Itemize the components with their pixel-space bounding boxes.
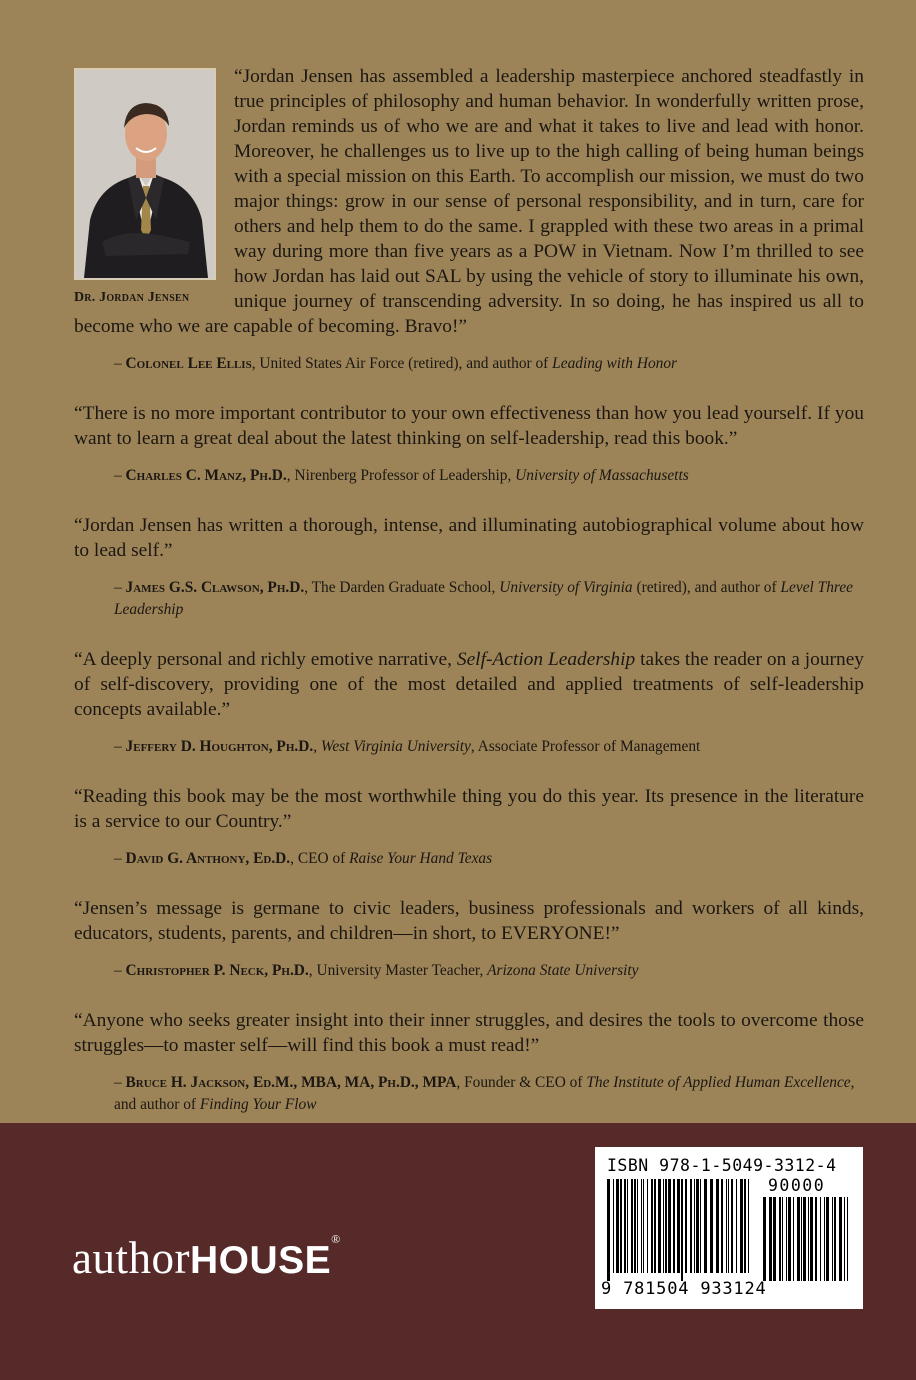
barcode-bar	[607, 1179, 610, 1281]
endorsement-attribution-4	[114, 736, 864, 758]
barcode-bar	[663, 1179, 664, 1273]
barcode-bar	[721, 1179, 723, 1273]
barcode-addon-number: 90000	[768, 1176, 826, 1195]
barcode-bar	[731, 1179, 733, 1273]
endorser-name: James G.S. Clawson, Ph.D.	[125, 579, 305, 596]
barcode-bar	[631, 1179, 633, 1273]
barcode-bar	[616, 1179, 619, 1273]
endorsement-quote-3: “Jordan Jensen has written a thorough, intense, and illuminating autobiographical volume about how to lead self.”	[74, 515, 864, 561]
endorser-institution: University of Massachusetts	[515, 467, 689, 484]
barcode-bar	[797, 1197, 800, 1281]
barcode-bar	[839, 1197, 842, 1281]
barcode-bar	[773, 1197, 776, 1281]
barcode-bar	[786, 1197, 787, 1281]
barcode-bar	[634, 1179, 636, 1273]
attribution-dash: –	[114, 467, 126, 484]
endorsement-quote-2: “There is no more important contributor to your own effectiveness than how you lead yourself. If you want to learn a great deal about the latest thinking on self-leadership, read this book.”	[74, 403, 864, 449]
barcode-bar	[793, 1197, 794, 1281]
barcode-bar	[694, 1179, 695, 1273]
attribution-dash: –	[114, 738, 126, 755]
barcode-bar	[681, 1179, 683, 1281]
endorser-detail: , University Master Teacher,	[308, 962, 488, 979]
registered-mark: ®	[331, 1232, 341, 1246]
attribution-dash: –	[114, 579, 126, 596]
endorser-detail: , Founder & CEO of	[456, 1074, 587, 1091]
isbn-label: ISBN 978-1-5049-3312-4	[607, 1156, 837, 1175]
endorser-detail: , and author of	[114, 1074, 855, 1113]
endorser-name: Colonel Lee Ellis	[125, 355, 252, 372]
barcode-bar	[668, 1179, 671, 1273]
endorser-detail: (retired), and author of	[632, 579, 781, 596]
endorser-detail: ,	[313, 738, 321, 755]
publisher-name-author: author	[72, 1233, 190, 1283]
endorser-organization: The Institute of Applied Human Excellence	[586, 1074, 851, 1091]
barcode-bar	[815, 1197, 817, 1281]
ean-number: 9 781504 933124	[601, 1279, 767, 1299]
addon-barcode	[763, 1197, 851, 1281]
barcode-bar	[744, 1179, 746, 1273]
barcode-bar	[685, 1179, 687, 1273]
barcode-bar	[801, 1197, 802, 1281]
barcode-bar	[641, 1179, 642, 1273]
barcode-box	[595, 1147, 863, 1309]
barcode-bar	[651, 1179, 653, 1273]
barcode-bar	[637, 1179, 638, 1273]
barcode-bar	[704, 1179, 707, 1273]
quote-text: takes the reader on a journey of self-discovery, providing one of the most detailed and applied treatments of self-leadership concepts available.”	[74, 649, 864, 720]
barcode-bar	[620, 1179, 622, 1273]
barcode-bar	[696, 1179, 699, 1273]
barcode-bar	[643, 1179, 644, 1273]
barcode-bar	[844, 1197, 845, 1281]
barcode-bar	[665, 1179, 667, 1273]
barcode-bar	[847, 1197, 848, 1281]
barcode-bar	[779, 1197, 781, 1281]
barcode-bar	[700, 1179, 701, 1273]
barcode-bar	[803, 1197, 806, 1281]
endorsement-attribution-6	[114, 960, 864, 982]
endorser-institution: West Virginia University	[320, 738, 471, 755]
quote-text: “A deeply personal and richly emotive narrative,	[74, 649, 457, 670]
endorser-name: David G. Anthony, Ed.D.	[125, 850, 291, 867]
barcode-bar	[763, 1197, 766, 1281]
quote-book-title: Self-Action Leadership	[456, 649, 636, 670]
barcode-bar	[690, 1179, 692, 1273]
barcode-bar	[808, 1197, 809, 1281]
endorser-detail: , The Darden Graduate School,	[304, 579, 500, 596]
barcode-bar	[748, 1179, 749, 1273]
endorsement-quote-6: “Jensen’s message is germane to civic leaders, business professionals and workers of all kinds, educators, students, parents, and children—in short, to EVERYONE!”	[74, 898, 864, 944]
barcode-bar	[624, 1179, 626, 1273]
barcode-bar	[810, 1197, 813, 1281]
barcode-bar	[710, 1179, 713, 1273]
barcode-bar	[826, 1197, 829, 1281]
publisher-logo	[72, 1232, 341, 1284]
endorser-detail: , Associate Professor of Management	[470, 738, 701, 755]
attribution-dash: –	[114, 850, 126, 867]
barcode-bar	[824, 1197, 825, 1281]
endorser-detail: , CEO of	[290, 850, 350, 867]
barcode-bar	[769, 1197, 772, 1281]
endorser-name: Jeffery D. Houghton, Ph.D.	[125, 738, 314, 755]
attribution-dash: –	[114, 355, 126, 372]
barcode-bar	[782, 1197, 783, 1281]
publisher-name-house: HOUSE	[189, 1239, 332, 1282]
endorsements-section	[74, 64, 864, 1142]
endorser-detail: , United States Air Force (retired), and author of	[251, 355, 553, 372]
endorser-detail: , Nirenberg Professor of Leadership,	[286, 467, 516, 484]
barcode-bar	[736, 1179, 737, 1273]
attribution-dash: –	[114, 962, 126, 979]
barcode-bar	[832, 1197, 833, 1281]
endorsement-quote-1: “Jordan Jensen has assembled a leadership masterpiece anchored steadfastly in true principles of philosophy and human behavior. In wonderfully written prose, Jordan reminds us of who we are and what it takes to live and lead with honor. Moreover, he challenges us to live up to the high calling of being human beings with a special mission on this Earth. To accomplish our mission, we must do two major things: grow in our sense of personal responsibility, and in turn, care for others and help them to do the same. I grappled with these two areas in a primal way during more than five years as a POW in Vietnam. Now I’m thrilled to see how Jordan has laid out SAL by using the vehicle of story to illuminate his own, unique journey of transcending adversity. In so doing, he has inspired us all to become who we are capable of becoming. Bravo!”	[74, 66, 864, 337]
endorser-institution: Arizona State University	[487, 962, 639, 979]
endorsement-attribution-2	[114, 465, 864, 487]
barcode-bar	[740, 1179, 743, 1273]
barcode-bar	[726, 1179, 727, 1273]
barcode-bar	[673, 1179, 675, 1273]
endorser-work-title: Level Three Leadership	[114, 579, 853, 618]
endorsement-quote-7: “Anyone who seeks greater insight into their inner struggles, and desires the tools to overcome those struggles—to master self—will find this book a must read!”	[74, 1010, 864, 1056]
author-photo	[74, 68, 216, 280]
barcode-bar	[658, 1179, 661, 1273]
endorser-institution: University of Virginia	[499, 579, 633, 596]
barcode-bar	[613, 1179, 614, 1273]
author-portrait-image	[76, 70, 214, 278]
endorsement-quote-5: “Reading this book may be the most worthwhile thing you do this year. Its presence in the literature is a service to our Country.”	[74, 786, 864, 832]
barcode-bar	[627, 1179, 628, 1273]
endorser-name: Christopher P. Neck, Ph.D.	[125, 962, 309, 979]
endorser-work-title: Finding Your Flow	[199, 1096, 317, 1113]
barcode-bar	[820, 1197, 821, 1281]
barcode-bar	[834, 1197, 836, 1281]
endorsement-quote-4	[74, 647, 864, 722]
barcode-bar	[788, 1197, 791, 1281]
endorsement-attribution-7	[114, 1072, 864, 1116]
barcode-bar	[716, 1179, 719, 1273]
endorser-name: Charles C. Manz, Ph.D.	[125, 467, 287, 484]
barcode-bar	[728, 1179, 729, 1273]
author-photo-caption: Dr. Jordan Jensen	[74, 290, 190, 305]
endorsement-attribution-3	[114, 577, 864, 621]
barcode-bar	[654, 1179, 656, 1273]
barcode-bar	[647, 1179, 648, 1273]
author-photo-block	[74, 68, 224, 306]
ean-barcode	[607, 1179, 755, 1281]
attribution-dash: –	[114, 1074, 126, 1091]
endorser-work-title: Leading with Honor	[552, 355, 678, 372]
endorser-organization: Raise Your Hand Texas	[349, 850, 493, 867]
barcode-bar	[677, 1179, 680, 1273]
endorsement-attribution-1	[114, 353, 864, 375]
endorsement-attribution-5	[114, 848, 864, 870]
endorser-name: Bruce H. Jackson, Ed.M., MBA, MA, Ph.D., MPA	[125, 1074, 457, 1091]
